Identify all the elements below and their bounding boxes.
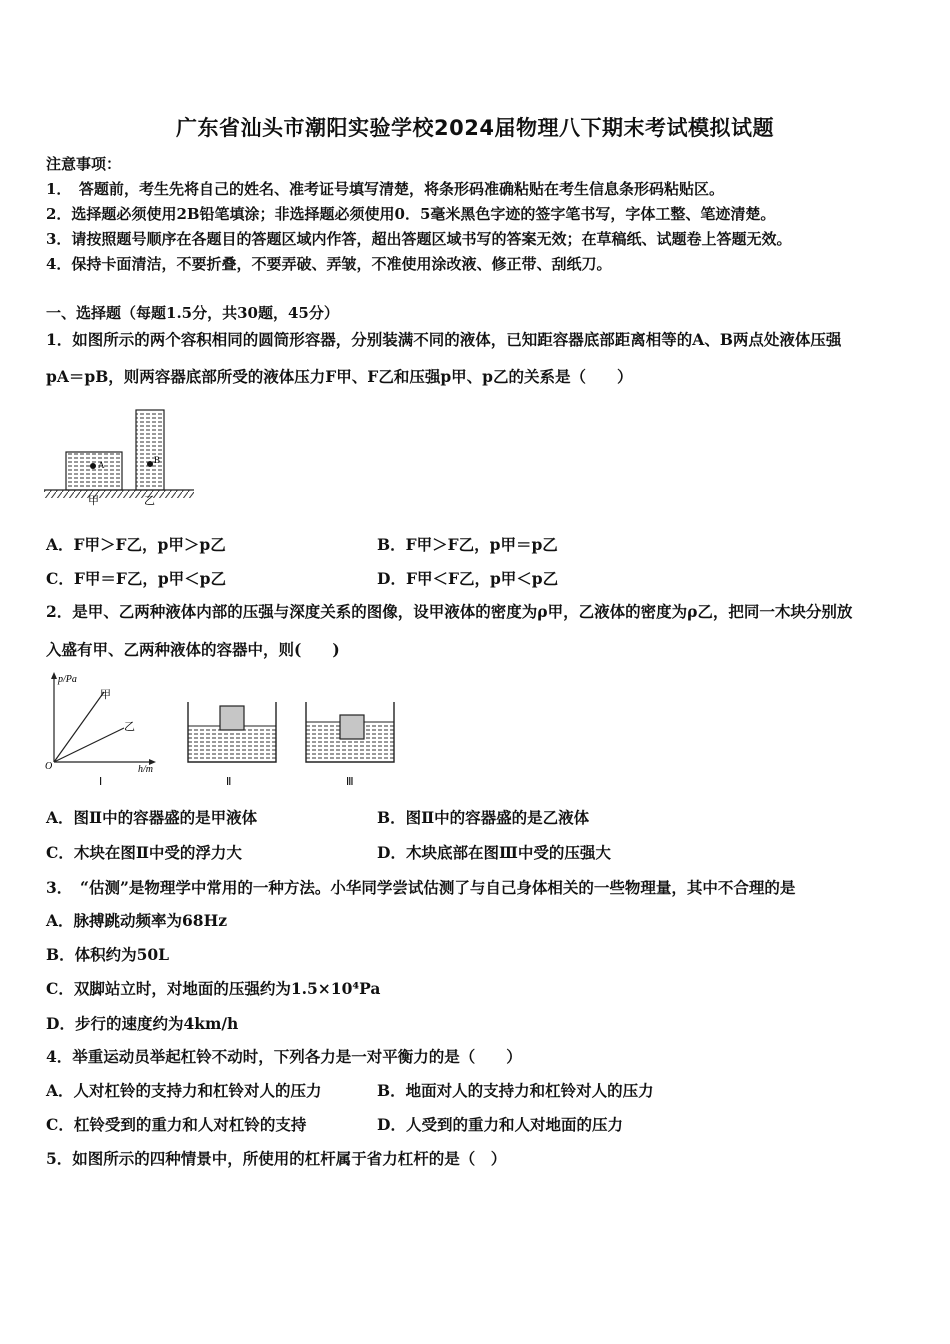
panel-label-3: Ⅲ	[346, 776, 354, 788]
notice-item: 4．保持卡面清洁，不要折叠，不要弄破、弄皱，不准使用涂改液、修正带、刮纸刀。	[46, 255, 612, 273]
q2-container-2	[182, 700, 282, 790]
graph-xlabel: h/m	[138, 764, 153, 775]
line-jia	[54, 692, 104, 762]
graph-line-jia-label: 甲	[100, 688, 111, 701]
q4-option-a[interactable]: A．人对杠铃的支持力和杠铃对人的压力	[46, 1081, 322, 1100]
label-jia: 甲	[88, 494, 99, 507]
point-b-label: B	[154, 455, 161, 465]
container-jia	[66, 452, 122, 490]
wood-block	[340, 715, 364, 739]
q5-stem: 5．如图所示的四种情景中，所使用的杠杆属于省力杠杆的是（ ）	[46, 1149, 507, 1168]
graph-origin: O	[45, 761, 53, 772]
q1-option-c[interactable]: C．F甲＝F乙，p甲＜p乙	[46, 569, 227, 588]
graph-ylabel: p/Pa	[58, 674, 77, 685]
q1-stem-line2: pA＝pB，则两容器底部所受的液体压力F甲、F乙和压强p甲、p乙的关系是（ ）	[46, 367, 633, 386]
q3-option-a[interactable]: A．脉搏跳动频率为68Hz	[46, 911, 228, 930]
q4-option-b[interactable]: B．地面对人的支持力和杠铃对人的压力	[377, 1081, 654, 1100]
wood-block	[220, 706, 244, 730]
panel-label-1: Ⅰ	[99, 776, 103, 788]
point-a-label: A	[98, 460, 105, 470]
q1-option-d[interactable]: D．F甲＜F乙，p甲＜p乙	[377, 569, 559, 588]
q3-stem: 3． “估测”是物理学中常用的一种方法。小华同学尝试估测了与自己身体相关的一些物理量，其中不合理的是	[46, 878, 796, 897]
q1-figure	[44, 404, 199, 509]
q4-stem: 4．举重运动员举起杠铃不动时，下列各力是一对平衡力的是（ ）	[46, 1047, 522, 1066]
q3-option-c[interactable]: C．双脚站立时，对地面的压强约为1.5×10⁴Pa	[46, 979, 381, 998]
notice-item: 1． 答题前，考生先将自己的姓名、准考证号填写清楚，将条形码准确粘贴在考生信息条形码粘贴区。	[46, 180, 724, 198]
notice-item: 3．请按照题号顺序在各题目的答题区域内作答，超出答题区域书写的答案无效；在草稿纸、试题卷上答题无效。	[46, 230, 792, 248]
q3-option-b[interactable]: B．体积约为50L	[46, 945, 170, 964]
q2-stem-line2: 入盛有甲、乙两种液体的容器中，则( )	[46, 640, 340, 659]
notice-item: 2．选择题必须使用2B铅笔填涂；非选择题必须使用0．5毫米黑色字迹的签字笔书写，字体工整、笔迹清楚。	[46, 205, 776, 223]
q2-option-d[interactable]: D．木块底部在图Ⅲ中受的压强大	[377, 843, 611, 862]
section-heading: 一、选择题（每题1.5分，共30题，45分）	[46, 304, 339, 322]
q2-option-a[interactable]: A．图Ⅱ中的容器盛的是甲液体	[46, 808, 258, 827]
q4-option-c[interactable]: C．杠铃受到的重力和人对杠铃的支持	[46, 1115, 307, 1134]
container-yi	[136, 410, 164, 490]
q1-option-a[interactable]: A．F甲＞F乙，p甲＞p乙	[46, 535, 226, 554]
q1-stem-line1: 1．如图所示的两个容积相同的圆筒形容器，分别装满不同的液体，已知距容器底部距离相等的A、B两点处液体压强	[46, 330, 842, 349]
page-title: 广东省汕头市潮阳实验学校2024届物理八下期末考试模拟试题	[176, 116, 774, 140]
q2-option-c[interactable]: C．木块在图Ⅱ中受的浮力大	[46, 843, 242, 862]
q2-graph	[44, 672, 164, 790]
notice-heading: 注意事项：	[46, 155, 122, 173]
q2-option-b[interactable]: B．图Ⅱ中的容器盛的是乙液体	[377, 808, 590, 827]
label-yi: 乙	[144, 494, 155, 507]
graph-line-yi-label: 乙	[124, 720, 135, 733]
q3-option-d[interactable]: D．步行的速度约为4km/h	[46, 1014, 239, 1033]
q1-option-b[interactable]: B．F甲＞F乙，p甲＝p乙	[377, 535, 558, 554]
line-yi	[54, 728, 124, 762]
q2-stem-line1: 2．是甲、乙两种液体内部的压强与深度关系的图像，设甲液体的密度为ρ甲，乙液体的密度为ρ乙，把同一木块分别放	[46, 602, 853, 621]
q2-container-3	[300, 700, 400, 790]
panel-label-2: Ⅱ	[226, 776, 232, 788]
q4-option-d[interactable]: D．人受到的重力和人对地面的压力	[377, 1115, 623, 1134]
